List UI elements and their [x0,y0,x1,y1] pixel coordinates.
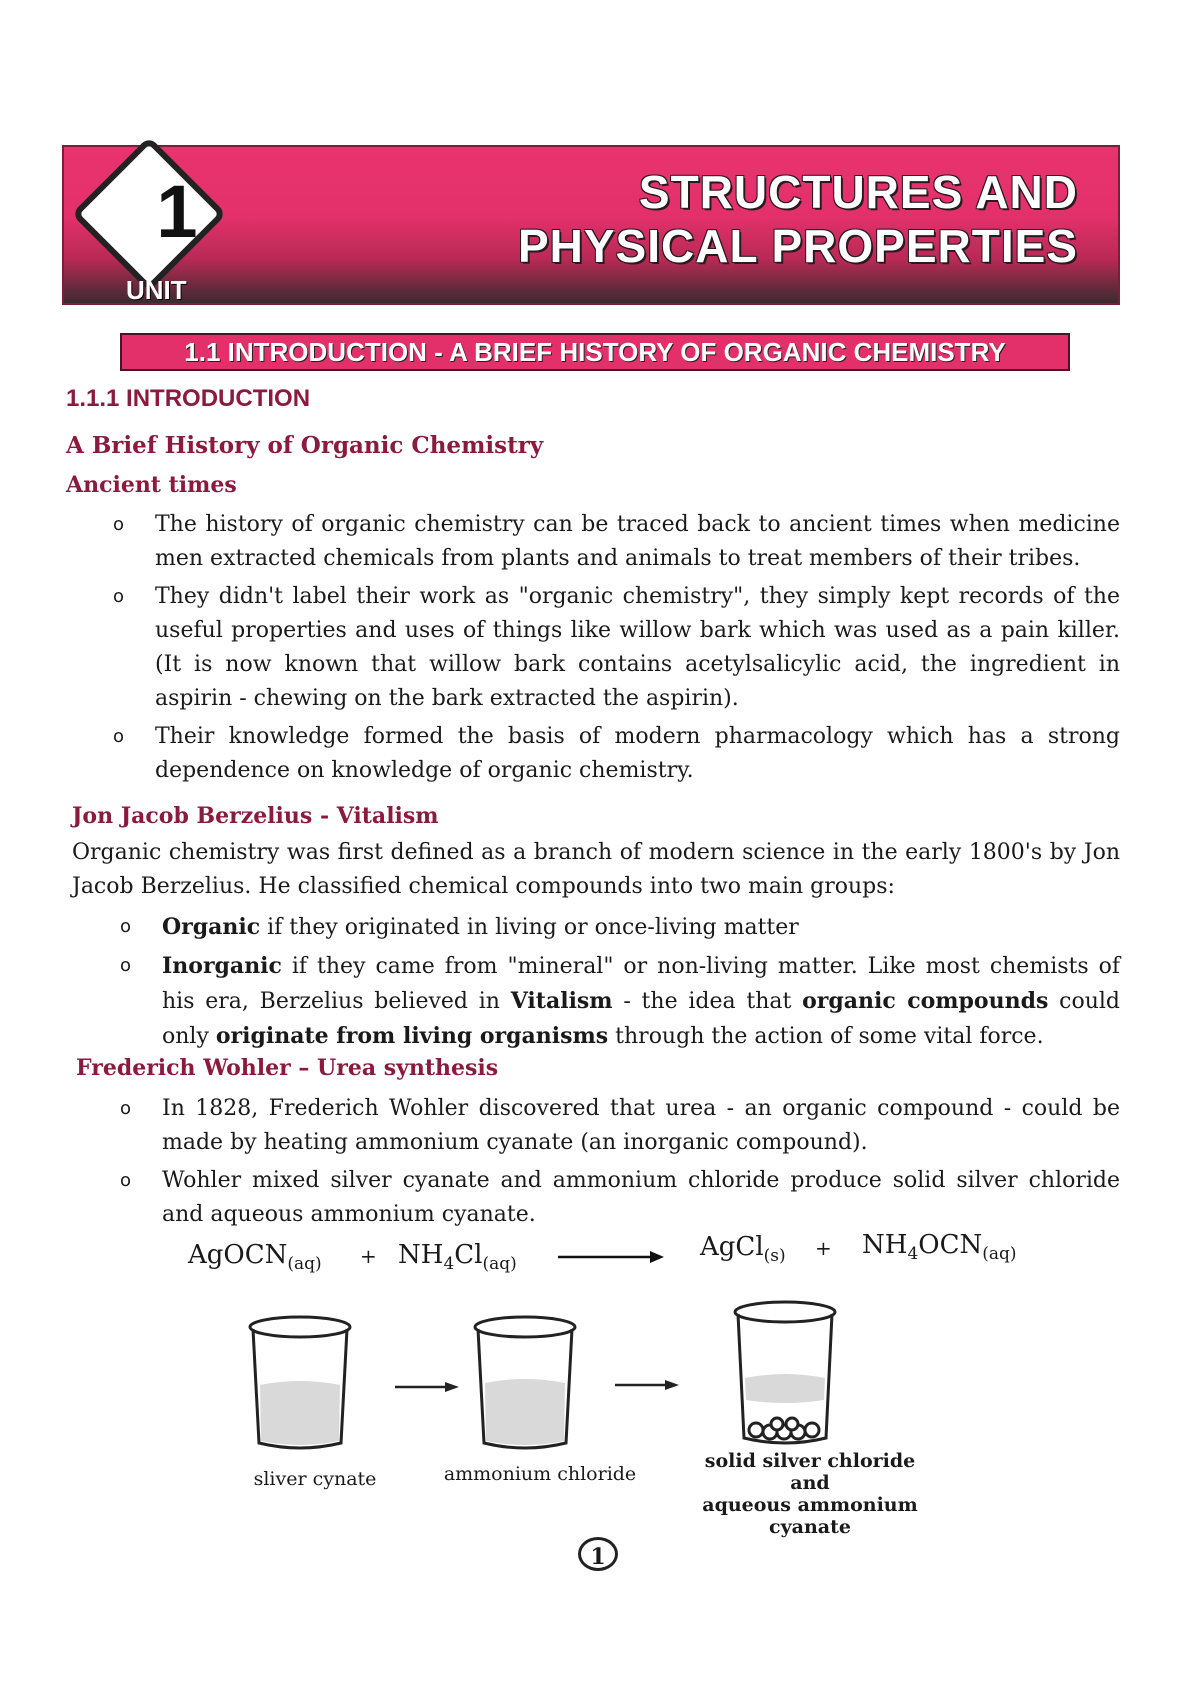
list-item-text: - the idea that [612,989,803,1014]
list-item [112,1164,1120,1232]
count-subscript: 4 [443,1254,455,1275]
caption-line: solid silver chloride [704,1450,916,1472]
list-item [112,910,1120,945]
formula-text: AgOCN [188,1240,288,1270]
list-item [105,508,1120,576]
unit-title-line2: PHYSICAL PROPERTIES [517,220,1078,272]
term-inorganic: Inorganic [162,953,282,979]
subsection-title: 1.1.1 INTRODUCTION [66,385,311,412]
heading-berzelius: Jon Jacob Berzelius - Vitalism [72,803,439,829]
formula-text: AgCl [700,1232,764,1262]
term-organic: Organic [162,914,261,940]
state-subscript: (aq) [982,1244,1017,1265]
list-item-text: In 1828, Frederich Wohler discovered that urea - an organic compound - could be made by heating ammonium cyanate (an inorganic compound). [162,1096,1120,1155]
formula-text: NH [398,1240,444,1270]
heading-wohler: Frederich Wohler – Urea synthesis [76,1055,499,1081]
plus-sign: + [815,1236,832,1260]
berzelius-paragraph: Organic chemistry was first defined as a branch of modern science in the early 1800's by Jon Jacob Berzelius. He classified chemical compounds into two main groups: [72,840,1120,899]
reactant-ammonium-chloride [398,1240,517,1274]
list-item-text: if they came from "mineral" or non-living matter. Like most chemists of his era, Berzelius believed in [162,954,1120,1014]
bullet-marker: o [120,955,132,976]
list-item [105,720,1120,788]
caption-beaker-3 [660,1450,960,1538]
unit-number: 1 [156,170,198,253]
unit-title [518,165,1078,273]
term-originate: originate from living organisms [215,1023,609,1049]
formula-text: OCN [918,1230,983,1260]
bullet-marker: o [113,514,125,535]
list-item [105,580,1120,716]
bullet-marker: o [113,726,125,747]
list-item-text: through the action of some vital force. [608,1024,1044,1049]
formula-text: NH [862,1230,908,1260]
term-vitalism: Vitalism [510,988,613,1014]
wohler-bullet-list [112,1092,1120,1236]
state-subscript: (aq) [287,1254,322,1275]
caption-beaker-2: ammonium chloride [443,1463,637,1485]
berzelius-bullet-list [112,910,1120,1058]
list-item [112,949,1120,1054]
reaction-arrow [558,1250,664,1264]
unit-title-line1: STRUCTURES AND [638,166,1078,218]
bullet-marker: o [120,1098,132,1119]
caption-line: aqueous ammonium cyanate [702,1494,918,1538]
unit-label: UNIT [126,275,187,305]
unit-banner [62,145,1120,305]
bullet-marker: o [120,1170,132,1191]
bullet-marker: o [120,916,132,937]
formula-text: Cl [454,1240,483,1270]
beaker-silver-cyanate-icon [245,1315,355,1455]
list-item-text: Wohler mixed silver cyanate and ammonium chloride produce solid silver chloride and aqueous ammonium cyanate. [162,1168,1120,1227]
product-ammonium-cyanate [862,1230,1017,1264]
beaker-products-icon [730,1300,840,1450]
caption-beaker-1: sliver cynate [253,1468,377,1490]
process-arrow-2 [615,1378,680,1392]
plus-sign: + [360,1244,377,1268]
heading-ancient-times: Ancient times [66,472,237,498]
list-item-text: Their knowledge formed the basis of modern pharmacology which has a strong dependence on knowledge of organic chemistry. [155,724,1120,783]
section-title: 1.1 INTRODUCTION - A BRIEF HISTORY OF ORGANIC CHEMISTRY [120,333,1070,371]
product-silver-chloride [700,1232,786,1266]
list-item [112,1092,1120,1160]
list-item-text: The history of organic chemistry can be traced back to ancient times when medicine men extracted chemicals from plants and animals to treat members of their tribes. [155,512,1120,571]
bullet-marker: o [113,586,125,607]
process-arrow-1 [395,1380,460,1394]
list-item-text: could only [162,989,1120,1049]
count-subscript: 4 [907,1244,919,1265]
state-subscript: (aq) [482,1254,517,1275]
heading-brief-history: A Brief History of Organic Chemistry [66,432,544,459]
page-number: 1 [578,1537,618,1571]
list-item-text: if they originated in living or once-living matter [260,915,799,940]
state-subscript: (s) [763,1246,786,1267]
term-organic-compounds: organic compounds [802,988,1049,1014]
list-item-text: They didn't label their work as "organic chemistry", they simply kept records of the useful properties and uses of things like willow bark which was used as a pain killer. (It is now known that willow bark contains acetylsalicylic acid, the ingredient in aspirin - chewing on the bark extracted the aspirin). [155,584,1120,711]
reactant-silver-cyanate [188,1240,322,1274]
beaker-ammonium-chloride-icon [470,1315,580,1455]
caption-line: and [790,1472,830,1494]
ancient-bullet-list [105,508,1120,792]
